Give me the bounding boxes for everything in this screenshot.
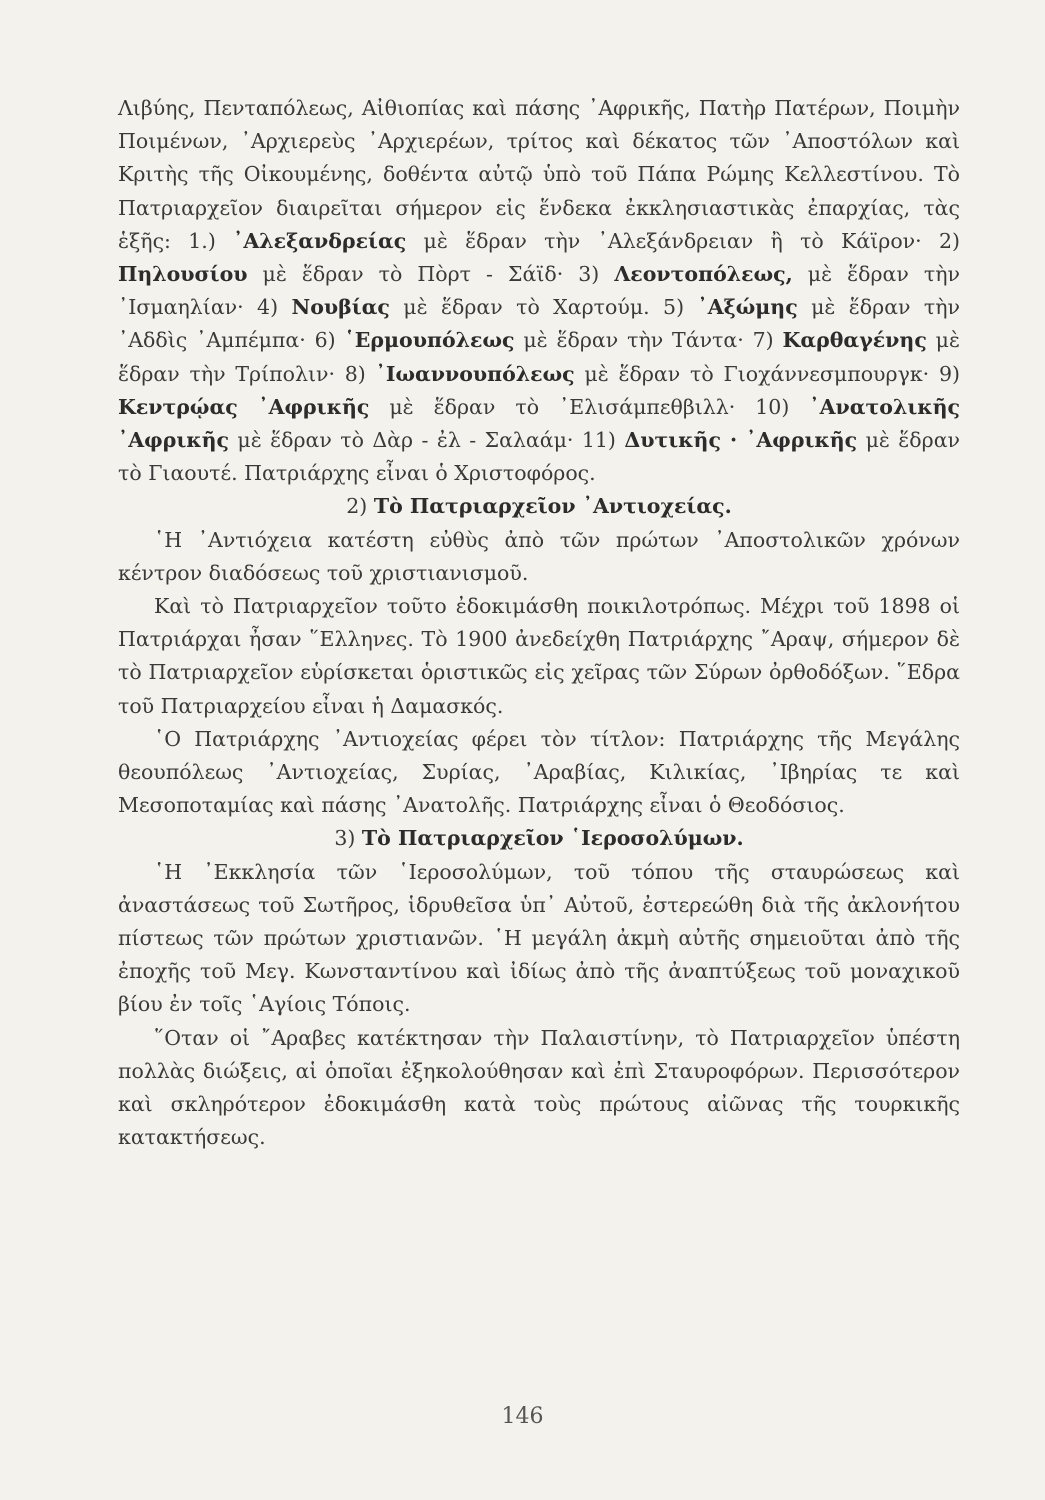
paragraph-antioch-origin: ῾Η ᾿Αντιόχεια κατέστη εὐθὺς ἀπὸ τῶν πρώτων ᾿Αποστολικῶν χρόνων κέντρον διαδόσεως τοῦ χριστιανισμοῦ. (118, 527, 960, 585)
section-heading-jerusalem: 3) Τὸ Πατριαρχεῖον ῾Ιεροσολύμων. (334, 826, 744, 851)
paragraph-antioch-title: ῾Ο Πατριάρχης ᾿Αντιοχείας φέρει τὸν τίτλον: Πατριάρχης τῆς Μεγάλης θεουπόλεως ᾿Αντιοχείας, Συρίας, ᾿Αραβίας, Κιλικίας, ᾿Ιβηρίας τε καὶ Μεσοποταμίας καὶ πάσης ᾿Ανατολῆς. Πατριάρχης εἶναι ὁ Θεοδόσιος. (118, 726, 960, 818)
eparchy-name: ᾿Ιωαννουπόλεως (375, 361, 575, 386)
page-body (118, 92, 960, 1155)
eparchy-name: ᾿Ανατολικῆς ᾿Αφρικῆς (118, 394, 961, 453)
eparchy-name: Καρθαγένης (782, 328, 927, 353)
paragraph-jerusalem-persecutions: ῞Οταν οἱ ῎Αραβες κατέκτησαν τὴν Παλαιστίνην, τὸ Πατριαρχεῖον ὑπέστη πολλὰς διώξεις, αἱ ὁποῖαι ἐξηκολούθησαν καὶ ἐπὶ Σταυροφόρων. Περισσότερον καὶ σκληρότερον ἐδοκιμάσθη κατὰ τοὺς πρώτους αἰῶνας τῆς τουρκικῆς κατακτήσεως. (118, 1025, 960, 1150)
eparchy-name: ᾿Αλεξανδρείας (233, 228, 407, 253)
section-heading-antioch: 2) Τὸ Πατριαρχεῖον ᾿Αντιοχείας. (346, 494, 732, 519)
eparchy-name: Κεντρῴας ᾿Αφρικῆς (118, 394, 370, 419)
eparchy-name: Πηλουσίου (118, 262, 248, 287)
paragraph-alexandria-eparchies: Λιβύης, Πενταπόλεως, Αἰθιοπίας καὶ πάσης ᾿Αφρικῆς, Πατὴρ Πατέρων, Ποιμὴν Ποιμένων, ᾿Αρχιερεὺς ᾿Αρχιερέων, τρίτος καὶ δέκατος τῶν ᾿Αποστόλων καὶ Κριτὴς τῆς Οἰκουμένης, δοθέντα αὐτῷ ὑπὸ τοῦ Πάπα Ρώμης Κελλεστίνου. Τὸ Πατριαρχεῖον διαιρεῖται σήμερον εἰς ἕνδεκα ἐκκλησιαστικὰς ἐπαρχίας, τὰς ἑξῆς: 1.) ᾿Αλεξανδρείας μὲ ἕδραν τὴν ᾿Αλεξάνδρειαν ἢ τὸ Κάϊρον· 2) Πηλουσίου μὲ ἕδραν τὸ Πὸρτ - Σάϊδ· 3) Λεοντοπόλεως, μὲ ἕδραν τὴν ᾿Ισμαηλίαν· 4) Νουβίας μὲ ἕδραν τὸ Χαρτούμ. 5) ᾿Αξώμης μὲ ἕδραν τὴν ᾿Αδδὶς ᾿Αμπέμπα· 6) ῾Ερμουπόλεως μὲ ἕδραν τὴν Τάντα· 7) Καρθαγένης μὲ ἕδραν τὴν Τρίπολιν· 8) ᾿Ιωαννουπόλεως μὲ ἕδραν τὸ Γιοχάννεσμπουργκ· 9) Κεντρῴας ᾿Αφρικῆς μὲ ἕδραν τὸ ᾿Ελισάμπεθβιλλ· 10) ᾿Ανατολικῆς ᾿Αφρικῆς μὲ ἕδραν τὸ Δὰρ - ἐλ - Σαλαάμ· 11) Δυτικῆς · ᾿Αφρικῆς μὲ ἕδραν τὸ Γιαουτέ. Πατριάρχης εἶναι ὁ Χριστοφόρος. (118, 96, 961, 486)
eparchy-name: Δυτικῆς · ᾿Αφρικῆς (624, 428, 858, 453)
eparchy-name: ᾿Αξώμης (697, 295, 798, 320)
paragraph-antioch-history: Καὶ τὸ Πατριαρχεῖον τοῦτο ἐδοκιμάσθη ποικιλοτρόπως. Μέχρι τοῦ 1898 οἱ Πατριάρχαι ἦσαν ῞Ελληνες. Τὸ 1900 ἀνεδείχθη Πατριάρχης ῎Αραψ, σήμερον δὲ τὸ Πατριαρχεῖον εὑρίσκεται ὁριστικῶς εἰς χεῖρας τῶν Σύρων ὀρθοδόξων. ῞Εδρα τοῦ Πατριαρχείου εἶναι ἡ Δαμασκός. (118, 594, 960, 718)
page-number: 146 (501, 1404, 544, 1429)
eparchy-name: Νουβίας (291, 295, 390, 320)
eparchy-name: Λεοντοπόλεως, (614, 262, 793, 287)
eparchy-name: ῾Ερμουπόλεως (344, 328, 515, 353)
paragraph-jerusalem-church: ῾Η ᾿Εκκλησία τῶν ῾Ιεροσολύμων, τοῦ τόπου τῆς σταυρώσεως καὶ ἀναστάσεως τοῦ Σωτῆρος, ἱδρυθεῖσα ὑπ᾿ Αὐτοῦ, ἐστερεώθη διὰ τῆς ἀκλονήτου πίστεως τῶν πρώτων χριστιανῶν. ῾Η μεγάλη ἀκμὴ αὐτῆς σημειοῦται ἀπὸ τῆς ἐποχῆς τοῦ Μεγ. Κωνσταντίνου καὶ ἰδίως ἀπὸ τῆς ἀναπτύξεως τοῦ μοναχικοῦ βίου ἐν τοῖς ῾Αγίοις Τόποις. (118, 859, 960, 1017)
